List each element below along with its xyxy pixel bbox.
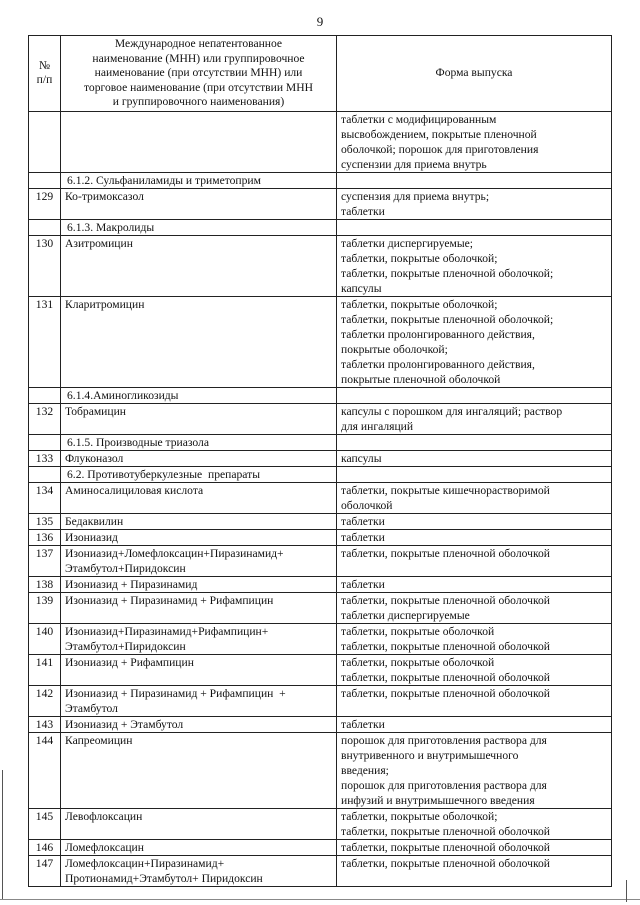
drug-name: Бедаквилин [61,513,337,529]
drug-name: Изониазид + Этамбутол [61,716,337,732]
table-row [29,545,612,576]
scan-edge-right [626,880,627,902]
row-number: 146 [29,839,61,855]
row-number: 140 [29,623,61,654]
row-number: 147 [29,855,61,886]
dosage-form: таблетки, покрытые пленочной оболочкой [337,545,612,576]
row-number [29,111,61,172]
section-label: 6.1.2. Сульфаниламиды и триметоприм [61,172,337,188]
table-row [29,513,612,529]
row-number: 143 [29,716,61,732]
table-row [29,716,612,732]
section-number-cell [29,172,61,188]
section-form-cell [337,434,612,450]
header-number: № п/п [29,36,61,112]
row-number: 137 [29,545,61,576]
section-number-cell [29,466,61,482]
dosage-form: порошок для приготовления раствора для внутривенного и внутримышечного введения; порошок для приготовления раствора для инфузий и внутримышечного введения [337,732,612,808]
section-row [29,172,612,188]
row-number: 139 [29,592,61,623]
section-row [29,434,612,450]
medicines-table [28,35,612,887]
section-row [29,387,612,403]
dosage-form: таблетки, покрытые оболочкой таблетки, покрытые пленочной оболочкой [337,623,612,654]
dosage-form: таблетки, покрытые пленочной оболочкой таблетки диспергируемые [337,592,612,623]
table-row [29,732,612,808]
section-label: 6.1.5. Производные триазола [61,434,337,450]
section-form-cell [337,219,612,235]
drug-name: Кларитромицин [61,296,337,387]
row-number: 141 [29,654,61,685]
table-row [29,482,612,513]
dosage-form: таблетки [337,576,612,592]
table-row [29,450,612,466]
row-number: 142 [29,685,61,716]
section-number-cell [29,387,61,403]
header-form: Форма выпуска [337,36,612,112]
section-form-cell [337,466,612,482]
section-number-cell [29,219,61,235]
dosage-form: таблетки, покрытые оболочкой; таблетки, покрытые пленочной оболочкой [337,808,612,839]
drug-name [61,111,337,172]
drug-name: Флуконазол [61,450,337,466]
dosage-form: таблетки диспергируемые; таблетки, покрытые оболочкой; таблетки, покрытые пленочной оболочкой; капсулы [337,235,612,296]
dosage-form: капсулы [337,450,612,466]
drug-name: Ломефлоксацин [61,839,337,855]
section-row [29,466,612,482]
row-number: 144 [29,732,61,808]
dosage-form: таблетки, покрытые оболочкой таблетки, покрытые пленочной оболочкой [337,654,612,685]
row-number: 131 [29,296,61,387]
drug-name: Азитромицин [61,235,337,296]
section-form-cell [337,172,612,188]
table-row [29,188,612,219]
row-number: 145 [29,808,61,839]
drug-name: Ко-тримоксазол [61,188,337,219]
drug-name: Аминосалициловая кислота [61,482,337,513]
row-number: 129 [29,188,61,219]
table-row [29,685,612,716]
section-label: 6.1.4.Аминогликозиды [61,387,337,403]
table-row [29,839,612,855]
row-number: 135 [29,513,61,529]
table-row [29,808,612,839]
dosage-form: таблетки, покрытые кишечнорастворимой оболочкой [337,482,612,513]
dosage-form: таблетки [337,716,612,732]
section-label: 6.1.3. Макролиды [61,219,337,235]
table-row [29,654,612,685]
drug-name: Изониазид + Рифампицин [61,654,337,685]
drug-name: Тобрамицин [61,403,337,434]
row-number: 130 [29,235,61,296]
table-row [29,296,612,387]
dosage-form: таблетки [337,513,612,529]
section-form-cell [337,387,612,403]
row-number: 136 [29,529,61,545]
drug-name: Ломефлоксацин+Пиразинамид+ Протионамид+Этамбутол+ Пиридоксин [61,855,337,886]
row-number: 134 [29,482,61,513]
table-row [29,592,612,623]
dosage-form: капсулы с порошком для ингаляций; раствор для ингаляций [337,403,612,434]
row-number: 138 [29,576,61,592]
page-number: 9 [316,14,324,29]
drug-name: Изониазид+Пиразинамид+Рифампицин+ Этамбутол+Пиридоксин [61,623,337,654]
drug-name: Капреомицин [61,732,337,808]
drug-name: Изониазид + Пиразинамид [61,576,337,592]
table-row [29,855,612,886]
dosage-form: суспензия для приема внутрь; таблетки [337,188,612,219]
drug-name: Изониазид + Пиразинамид + Рифампицин [61,592,337,623]
table-header-row [29,36,612,112]
dosage-form: таблетки, покрытые пленочной оболочкой [337,839,612,855]
drug-name: Левофлоксацин [61,808,337,839]
row-number: 133 [29,450,61,466]
table-row [29,111,612,172]
drug-name: Изониазид+Ломефлоксацин+Пиразинамид+ Этамбутол+Пиридоксин [61,545,337,576]
section-row [29,219,612,235]
table-row [29,576,612,592]
table-row [29,623,612,654]
dosage-form: таблетки, покрытые оболочкой; таблетки, покрытые пленочной оболочкой; таблетки пролонгированного действия, покрытые оболочкой; таблетки пролонгированного действия, покрытые пленочной оболочкой [337,296,612,387]
dosage-form: таблетки, покрытые пленочной оболочкой [337,855,612,886]
table-row [29,235,612,296]
scan-edge-left [2,770,3,900]
table-body [29,111,612,886]
row-number: 132 [29,403,61,434]
drug-name: Изониазид [61,529,337,545]
drug-name: Изониазид + Пиразинамид + Рифампицин + Этамбутол [61,685,337,716]
section-label: 6.2. Противотуберкулезные препараты [61,466,337,482]
dosage-form: таблетки, покрытые пленочной оболочкой [337,685,612,716]
header-name: Международное непатентованное наименование (МНН) или группировочное наименование (при отсутствии МНН) или торговое наименование (при отсутствии МНН и группировочного наименования) [61,36,337,112]
dosage-form: таблетки [337,529,612,545]
dosage-form: таблетки с модифицированным высвобождением, покрытые пленочной оболочкой; порошок для приготовления суспензии для приема внутрь [337,111,612,172]
scan-edge-bottom [0,899,640,900]
section-number-cell [29,434,61,450]
table-row [29,403,612,434]
table-row [29,529,612,545]
